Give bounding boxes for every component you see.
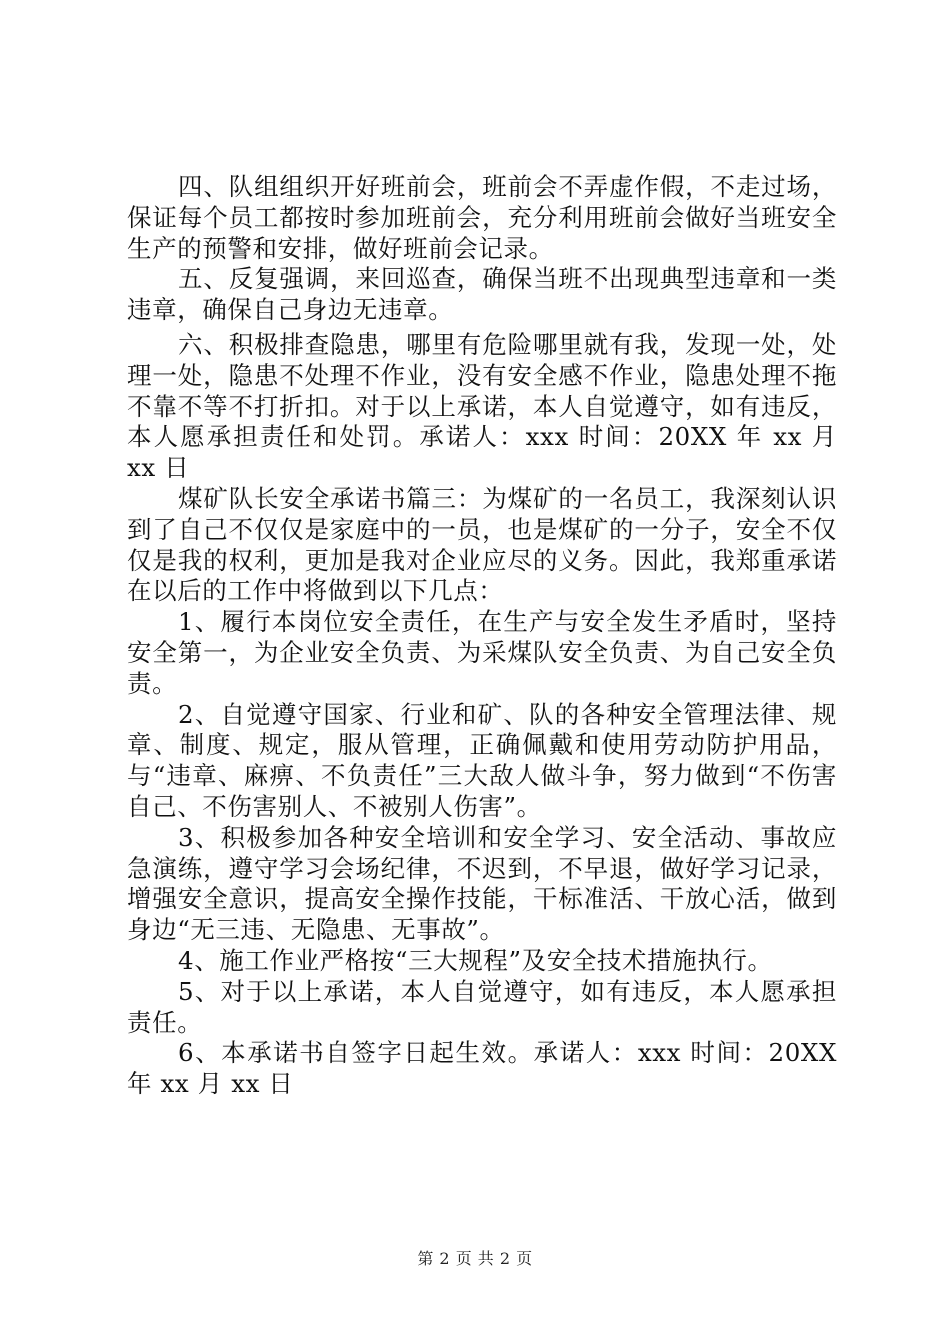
item-6: 6、本承诺书自签字日起生效。承诺人：xxx 时间：20XX 年 xx 月 xx 日: [127, 1038, 837, 1099]
paragraph-4: 四、队组组织开好班前会，班前会不弄虚作假，不走过场，保证每个员工都按时参加班前会，充分利用班前会做好当班安全生产的预警和安排，做好班前会记录。: [127, 172, 837, 263]
item-3: 3、积极参加各种安全培训和安全学习、安全活动、事故应急演练，遵守学习会场纪律，不迟到，不早退，做好学习记录，增强安全意识，提高安全操作技能，干标准活、干放心活，做到身边“无三违、无隐患、无事故”。: [127, 822, 837, 945]
paragraph-5: 五、反复强调，来回巡查，确保当班不出现典型违章和一类违章，确保自己身边无违章。: [127, 264, 837, 325]
item-2: 2、自觉遵守国家、行业和矿、队的各种安全管理法律、规章、制度、规定，服从管理，正确佩戴和使用劳动防护用品，与“违章、麻痹、不负责任”三大敌人做斗争，努力做到“不伤害自己、不伤害别人、不被别人伤害”。: [127, 699, 837, 821]
document-body: [127, 172, 837, 1100]
paragraph-6: 六、积极排查隐患，哪里有危险哪里就有我，发现一处，处理一处，隐患不处理不作业，没有安全感不作业，隐患处理不拖不靠不等不打折扣。对于以上承诺，本人自觉遵守，如有违反，本人愿承担责任和处罚。承诺人：xxx 时间：20XX 年 xx 月 xx 日: [127, 329, 837, 483]
item-5: 5、对于以上承诺，本人自觉遵守，如有违反，本人愿承担责任。: [127, 976, 837, 1037]
page-number: 第 2 页 共 2 页: [417, 1249, 533, 1268]
section-three-intro: 煤矿队长安全承诺书篇三：为煤矿的一名员工，我深刻认识到了自己不仅仅是家庭中的一员，也是煤矿的一分子，安全不仅仅是我的权利，更加是我对企业应尽的义务。因此，我郑重承诺在以后的工作中将做到以下几点：: [127, 483, 837, 606]
item-4: 4、施工作业严格按“三大规程”及安全技术措施执行。: [178, 945, 773, 975]
item-1: 1、履行本岗位安全责任，在生产与安全发生矛盾时，坚持安全第一，为企业安全负责、为采煤队安全负责、为自己安全负责。: [127, 607, 837, 698]
